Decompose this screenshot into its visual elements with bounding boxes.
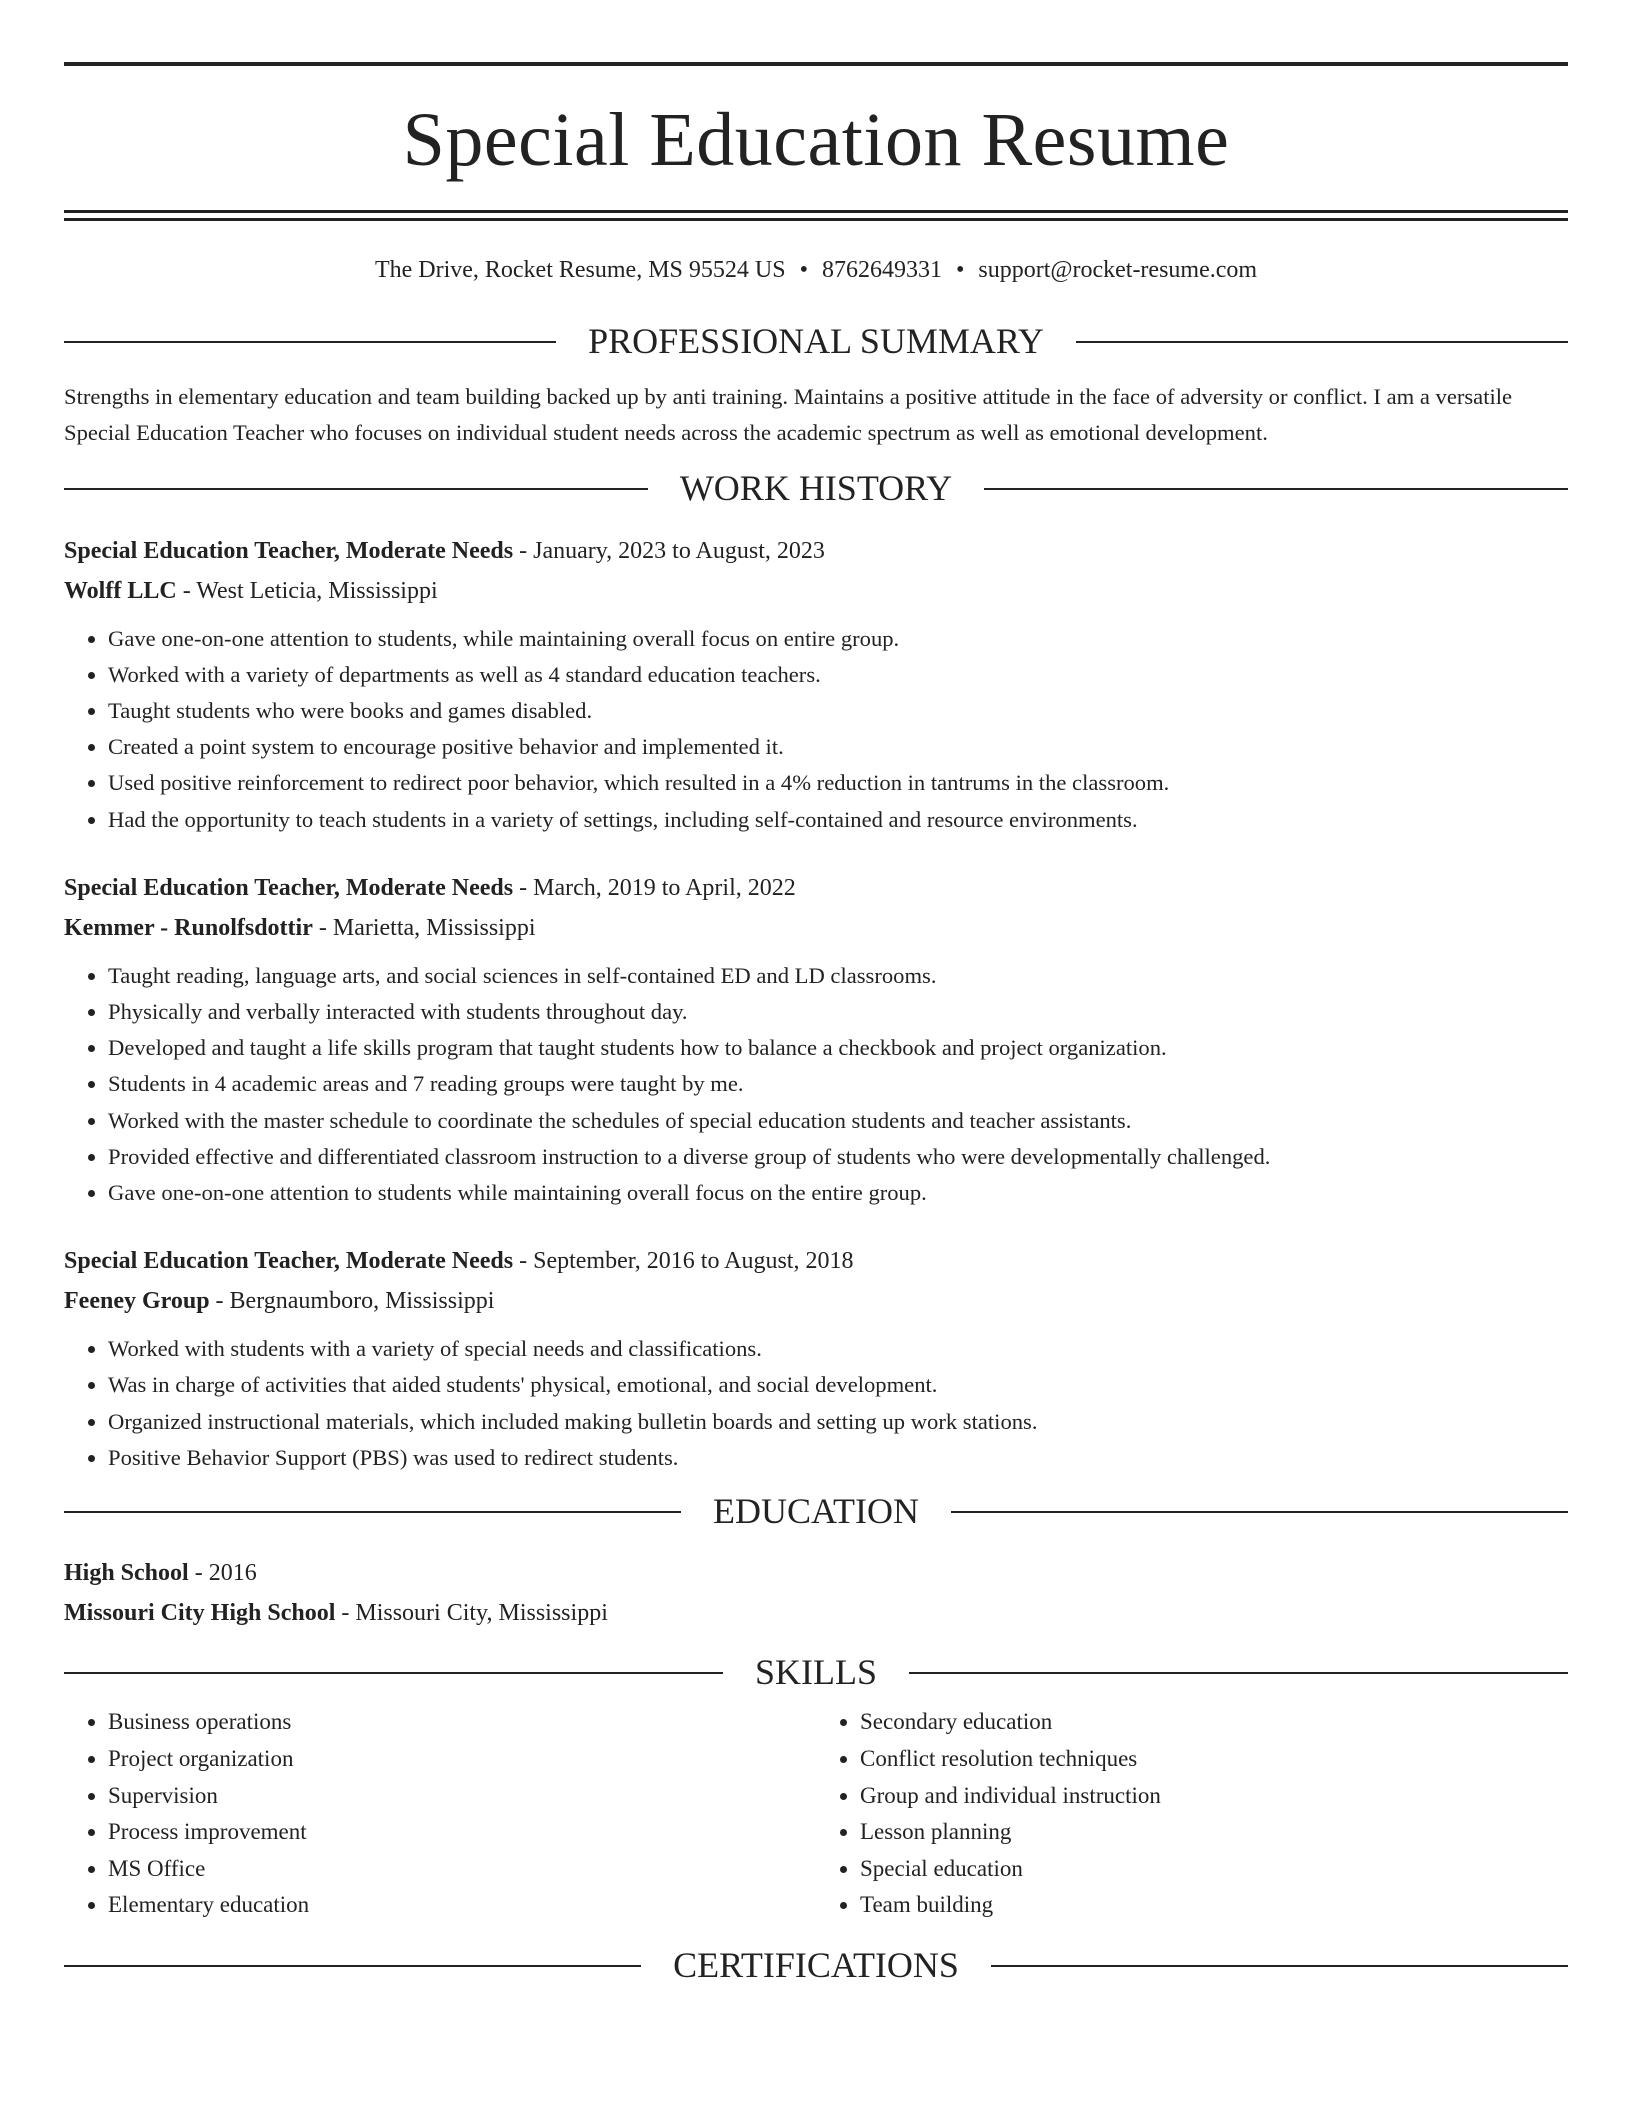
education-degree: High School — [64, 1560, 189, 1587]
job-company-line — [64, 1281, 1568, 1321]
job-title: Special Education Teacher, Moderate Needs — [64, 1248, 514, 1275]
skill-item: • Team building — [860, 1887, 1568, 1924]
heading-rule — [64, 1965, 641, 1967]
job-bullet: • Physically and verbally interacted with students throughout day. — [108, 994, 1568, 1030]
job-company: Kemmer - Runolfsdottir — [64, 914, 313, 941]
contact-email: support@rocket-resume.com — [978, 257, 1258, 283]
job-bullet: • Students in 4 academic areas and 7 reading groups were taught by me. — [108, 1066, 1568, 1102]
education-school-line — [64, 1593, 1568, 1633]
section-heading-education — [64, 1490, 1568, 1533]
heading-rule — [64, 1511, 681, 1513]
heading-rule — [64, 488, 648, 490]
title-double-rule — [64, 210, 1568, 221]
job-bullet: • Gave one-on-one attention to students, while maintaining overall focus on entire group. — [108, 621, 1568, 657]
summary-text: Strengths in elementary education and team building backed up by anti training. Maintains a positive attitude in the face of adversity or conflict. I am a versatile Special Education Teacher who focuses on individual student needs across the academic spectrum as well as emotional development. — [64, 384, 1513, 446]
job-bullet: • Positive Behavior Support (PBS) was used to redirect students. — [108, 1440, 1568, 1476]
job-dates: - January, 2023 to August, 2023 — [513, 537, 825, 564]
job-bullet: • Was in charge of activities that aided students' physical, emotional, and social development. — [108, 1367, 1568, 1403]
top-rule — [64, 62, 1568, 66]
job-bullets — [64, 1331, 1568, 1476]
contact-phone: 8762649331 — [821, 257, 942, 283]
job-location: - Bergnaumboro, Mississippi — [209, 1288, 495, 1315]
job-bullet: • Developed and taught a life skills program that taught students how to balance a checkbook and project organization. — [108, 1030, 1568, 1066]
skill-item: • Lesson planning — [860, 1814, 1568, 1851]
job-title-line — [64, 531, 1568, 571]
section-heading-label: EDUCATION — [713, 1491, 919, 1532]
section-heading-summary — [64, 320, 1568, 363]
section-heading-label: WORK HISTORY — [679, 468, 953, 509]
job-location: - West Leticia, Mississippi — [176, 577, 438, 604]
job-title: Special Education Teacher, Moderate Needs — [64, 537, 514, 564]
job-bullet: • Used positive reinforcement to redirect poor behavior, which resulted in a 4% reduction in tantrums in the classroom. — [108, 765, 1568, 801]
section-heading-certifications — [64, 1944, 1568, 1987]
skill-item: • Secondary education — [860, 1704, 1568, 1741]
job-bullet: • Worked with students with a variety of special needs and classifications. — [108, 1331, 1568, 1367]
job-company-line — [64, 571, 1568, 611]
job-dates: - March, 2019 to April, 2022 — [513, 874, 796, 901]
job-company-line — [64, 908, 1568, 948]
skills-column-left — [64, 1704, 816, 1924]
heading-rule — [1076, 341, 1568, 343]
job-bullets — [64, 621, 1568, 838]
heading-rule — [64, 1672, 723, 1674]
contact-separator: • — [955, 257, 965, 283]
heading-rule — [991, 1965, 1568, 1967]
job-title-line — [64, 868, 1568, 908]
education-school: Missouri City High School — [64, 1600, 336, 1627]
job-bullet: • Worked with the master schedule to coordinate the schedules of special education students and teacher assistants. — [108, 1103, 1568, 1139]
skills-grid — [64, 1704, 1568, 1924]
skill-item: • Project organization — [108, 1741, 816, 1778]
skill-item: • Special education — [860, 1851, 1568, 1888]
education-entry — [64, 1553, 1568, 1633]
job-location: - Marietta, Mississippi — [312, 914, 536, 941]
job-entry — [64, 1241, 1568, 1476]
contact-separator: • — [799, 257, 808, 283]
heading-rule — [984, 488, 1568, 490]
heading-rule — [64, 341, 556, 343]
job-entry — [64, 868, 1568, 1211]
job-bullets — [64, 958, 1568, 1211]
job-title: Special Education Teacher, Moderate Needs — [64, 874, 514, 901]
skill-item: • MS Office — [108, 1851, 816, 1888]
education-location: - Missouri City, Mississippi — [335, 1600, 608, 1627]
job-entry — [64, 531, 1568, 838]
contact-address: The Drive, Rocket Resume, MS 95524 US — [374, 257, 786, 283]
education-year: - 2016 — [188, 1560, 257, 1587]
job-bullet: • Had the opportunity to teach students in a variety of settings, including self-contained and resource environments. — [108, 802, 1568, 838]
section-heading-skills — [64, 1651, 1568, 1694]
job-company: Feeney Group — [64, 1288, 210, 1315]
job-company: Wolff LLC — [64, 577, 177, 604]
section-heading-label: SKILLS — [755, 1652, 878, 1693]
job-dates: - September, 2016 to August, 2018 — [513, 1248, 854, 1275]
heading-rule — [909, 1672, 1568, 1674]
contact-line — [64, 255, 1568, 286]
heading-rule — [951, 1511, 1568, 1513]
section-heading-label: CERTIFICATIONS — [673, 1944, 959, 1985]
skill-item: • Elementary education — [108, 1887, 816, 1924]
skill-item: • Process improvement — [108, 1814, 816, 1851]
job-bullet: • Provided effective and differentiated classroom instruction to a diverse group of students who were developmentally challenged. — [108, 1139, 1568, 1175]
job-bullet: • Worked with a variety of departments as well as 4 standard education teachers. — [108, 657, 1568, 693]
section-heading-label: PROFESSIONAL SUMMARY — [588, 321, 1044, 362]
skill-item: • Group and individual instruction — [860, 1778, 1568, 1815]
job-bullet: • Gave one-on-one attention to students while maintaining overall focus on the entire group. — [108, 1175, 1568, 1211]
section-heading-work-history — [64, 467, 1568, 510]
skill-item: • Business operations — [108, 1704, 816, 1741]
job-title-line — [64, 1241, 1568, 1281]
document-title: Special Education Resume — [402, 98, 1230, 182]
education-degree-line — [64, 1553, 1568, 1593]
job-bullet: • Created a point system to encourage positive behavior and implemented it. — [108, 729, 1568, 765]
skills-column-right — [816, 1704, 1568, 1924]
job-bullet: • Taught reading, language arts, and social sciences in self-contained ED and LD classrooms. — [108, 958, 1568, 994]
job-bullet: • Organized instructional materials, which included making bulletin boards and setting up work stations. — [108, 1404, 1568, 1440]
skill-item: • Supervision — [108, 1778, 816, 1815]
job-bullet: • Taught students who were books and games disabled. — [108, 693, 1568, 729]
skill-item: • Conflict resolution techniques — [860, 1741, 1568, 1778]
